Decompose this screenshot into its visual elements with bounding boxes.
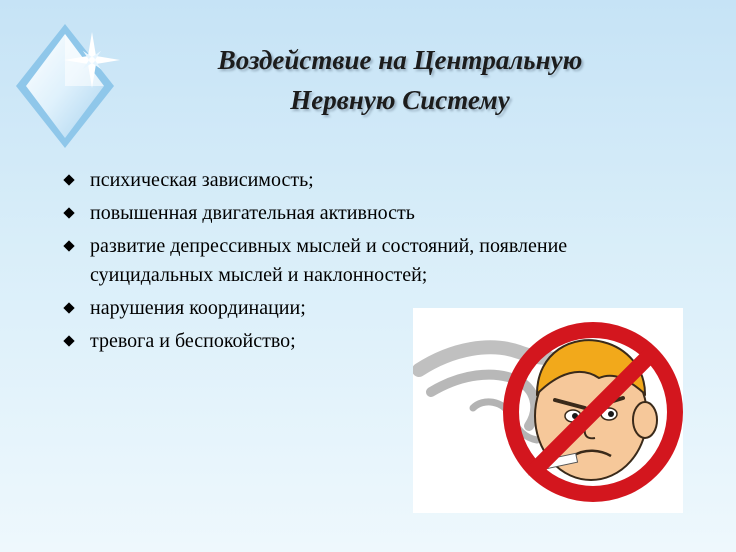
list-item-text: тревога и беспокойство; bbox=[90, 330, 296, 352]
diamond-sparkle-decoration bbox=[10, 20, 120, 152]
list-item-text: развитие депрессивных мыслей и состояний, появление суицидальных мыслей и наклонностей; bbox=[90, 235, 568, 286]
slide-title-line-2: Нервную Систему bbox=[290, 85, 510, 115]
diamond-bullet-icon bbox=[63, 207, 74, 218]
list-item bbox=[62, 232, 662, 290]
slide-title-line-1: Воздействие на Центральную bbox=[217, 45, 583, 75]
no-smoking-sign-icon bbox=[413, 308, 683, 513]
list-item-text: психическая зависимость; bbox=[90, 169, 314, 191]
diamond-bullet-icon bbox=[63, 335, 74, 346]
list-item-text: повышенная двигательная активность bbox=[90, 202, 415, 224]
slide-title bbox=[120, 40, 680, 120]
list-item-text: нарушения координации; bbox=[90, 297, 306, 319]
list-item bbox=[62, 199, 662, 228]
list-item bbox=[62, 166, 662, 195]
diamond-bullet-icon bbox=[63, 240, 74, 251]
diamond-bullet-icon bbox=[63, 174, 74, 185]
diamond-bullet-icon bbox=[63, 302, 74, 313]
no-smoking-illustration bbox=[413, 308, 683, 513]
